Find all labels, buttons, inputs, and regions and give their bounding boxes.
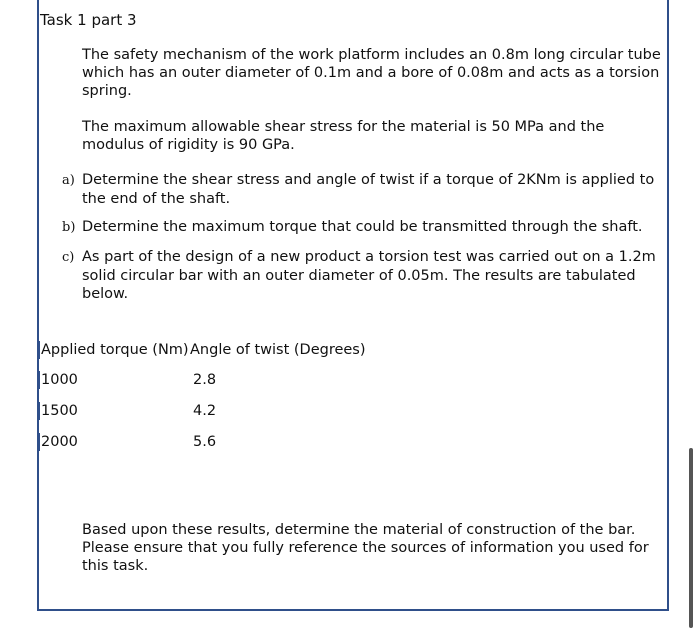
conclusion-paragraph: Based upon these results, determine the material of construction of the bar. Please ensure that you fully reference the sources of information you used for this task. [82, 522, 649, 574]
question-a [62, 171, 667, 208]
table-header-angle: Angle of twist (Degrees) [190, 342, 366, 358]
table-row-3-torque: 2000 [38, 433, 78, 451]
question-c-text: As part of the design of a new product a torsion test was carried out on a 1.2m solid circular bar with an outer diameter of 0.05m. The results are tabulated below. [82, 249, 656, 302]
table-row-3-angle: 5.6 [193, 434, 217, 450]
table-header-torque: Applied torque (Nm) [38, 341, 189, 359]
task-title: Task 1 part 3 [40, 11, 137, 29]
question-b-text: Determine the maximum torque that could be transmitted through the shaft. [82, 219, 643, 235]
question-b-marker: b) [62, 220, 76, 235]
question-b [62, 218, 667, 237]
table-row-1-torque: 1000 [38, 371, 78, 389]
question-a-text: Determine the shear stress and angle of twist if a torque of 2KNm is applied to the end of the shaft. [82, 172, 655, 207]
intro-paragraph-1: The safety mechanism of the work platform includes an 0.8m long circular tube which has an outer diameter of 0.1m and a bore of 0.08m and acts as a torsion spring. [82, 47, 661, 99]
table-row-1-angle: 2.8 [193, 372, 217, 388]
question-a-marker: a) [62, 173, 75, 188]
intro-paragraph-2: The maximum allowable shear stress for the material is 50 MPa and the modulus of rigidity is 90 GPa. [82, 119, 605, 153]
question-c [62, 248, 667, 303]
question-c-marker: c) [62, 250, 75, 265]
table-row-2-torque: 1500 [38, 402, 78, 420]
table-row-2-angle: 4.2 [193, 403, 217, 419]
vertical-scrollbar[interactable] [689, 448, 693, 628]
